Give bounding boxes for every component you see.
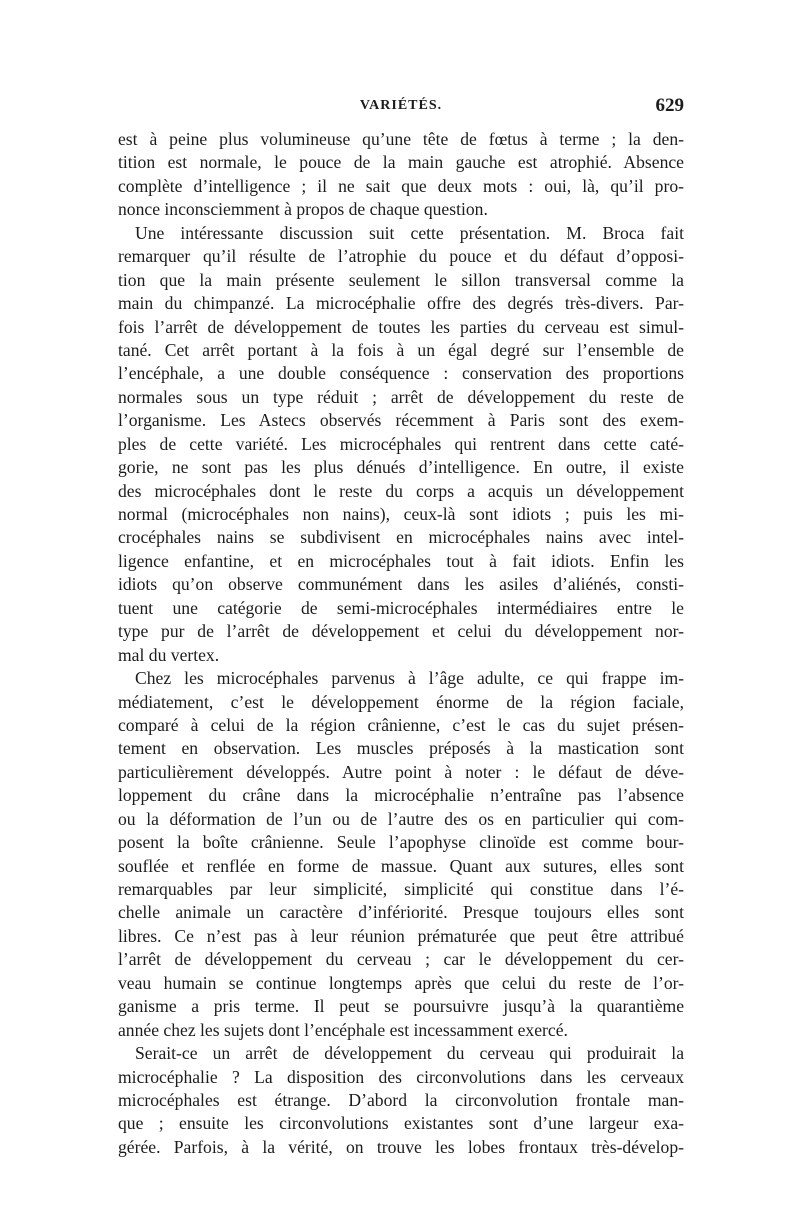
text-line: Une intéressante discussion suit cette présentation. M. Broca fait xyxy=(135,222,684,243)
text-line: remarquer qu’il résulte de l’atrophie du pouce et du défaut d’opposi- xyxy=(118,246,684,267)
text-line: gérée. Parfois, à la vérité, on trouve les lobes frontaux très-dévelop- xyxy=(118,1136,684,1157)
text-line: Chez les microcéphales parvenus à l’âge adulte, ce qui frappe im- xyxy=(135,668,684,689)
text-line: normales sous un type réduit ; arrêt de développement du reste de xyxy=(118,386,684,407)
page-header xyxy=(118,95,684,124)
text-line: gorie, ne sont pas les plus dénués d’intelligence. En outre, il existe xyxy=(118,457,684,478)
text-line: complète d’intelligence ; il ne sait que deux mots : oui, là, qu’il pro- xyxy=(118,175,684,196)
text-line: chelle animale un caractère d’infériorité. Presque toujours elles sont xyxy=(118,902,684,923)
text-line: est à peine plus volumineuse qu’une tête de fœtus à terme ; la den- xyxy=(118,129,684,149)
text-line: année chez les sujets dont l’encéphale est incessamment exercé. xyxy=(118,1019,568,1040)
text-line: fois l’arrêt de développement de toutes les parties du cerveau est simul- xyxy=(118,316,684,337)
text-line: l’organisme. Les Astecs observés récemment à Paris sont des exem- xyxy=(118,410,684,431)
text-line: que ; ensuite les circonvolutions existantes sont d’une largeur exa- xyxy=(118,1113,684,1134)
text-line: l’encéphale, a une double conséquence : conservation des proportions xyxy=(118,363,684,384)
text-line: des microcéphales dont le reste du corps a acquis un développement xyxy=(118,480,684,501)
text-line: type pur de l’arrêt de développement et celui du développement nor- xyxy=(118,621,684,642)
text-line: ganisme a pris terme. Il peut se poursuivre jusqu’à la quarantième xyxy=(118,996,684,1017)
text-line: tion que la main présente seulement le sillon transversal comme la xyxy=(118,269,684,290)
text-line: remarquables par leur simplicité, simplicité qui constitue dans l’é- xyxy=(118,879,684,899)
text-line: microcéphales est étrange. D’abord la circonvolution frontale man- xyxy=(118,1089,684,1110)
page-number: 629 xyxy=(655,95,684,116)
text-line: nonce inconsciemment à propos de chaque question. xyxy=(118,199,488,220)
text-line: posent la boîte crânienne. Seule l’apophyse clinoïde est comme bour- xyxy=(118,832,684,853)
text-line: tition est normale, le pouce de la main gauche est atrophié. Absence xyxy=(118,152,684,173)
text-line: médiatement, c’est le développement énorme de la région faciale, xyxy=(118,691,684,712)
text-line: ou la déformation de l’un ou de l’autre des os en particulier qui com- xyxy=(118,808,684,829)
text-line: crocéphales nains se subdivisent en microcéphales nains avec intel- xyxy=(118,527,684,548)
text-line: l’arrêt de développement du cerveau ; car le développement du cer- xyxy=(118,949,684,970)
text-line: particulièrement développés. Autre point à noter : le défaut de déve- xyxy=(118,761,684,782)
text-line: ligence enfantine, et en microcéphales tout à fait idiots. Enfin les xyxy=(118,550,684,571)
text-line: mal du vertex. xyxy=(118,644,220,665)
text-line: normal (microcéphales non nains), ceux-là sont idiots ; puis les mi- xyxy=(118,504,684,524)
text-line: microcéphalie ? La disposition des circonvolutions dans les cerveaux xyxy=(118,1066,684,1087)
text-line: idiots qu’on observe communément dans les asiles d’aliénés, consti- xyxy=(118,574,684,595)
text-line: tuent une catégorie de semi-microcéphales intermédiaires entre le xyxy=(118,597,684,618)
text-line: libres. Ce n’est pas à leur réunion prématurée que peut être attribué xyxy=(118,925,684,946)
running-head: VARIÉTÉS. xyxy=(359,98,443,113)
text-line: Serait-ce un arrêt de développement du cerveau qui produirait la xyxy=(135,1043,684,1064)
text-line: souflée et renflée en forme de massue. Quant aux sutures, elles sont xyxy=(118,855,684,876)
text-line: tement en observation. Les muscles préposés à la mastication sont xyxy=(118,738,684,759)
text-line: loppement du crâne dans la microcéphalie n’entraîne pas l’absence xyxy=(118,785,684,806)
body-text xyxy=(118,128,684,1159)
text-line: tané. Cet arrêt portant à la fois à un égal degré sur l’ensemble de xyxy=(118,339,684,360)
text-line: veau humain se continue longtemps après que celui du reste de l’or- xyxy=(118,972,684,993)
text-line: ples de cette variété. Les microcéphales qui rentrent dans cette caté- xyxy=(118,433,684,454)
text-line: main du chimpanzé. La microcéphalie offre des degrés très-divers. Par- xyxy=(118,293,684,314)
text-line: comparé à celui de la région crânienne, c’est le cas du sujet présen- xyxy=(118,714,684,735)
